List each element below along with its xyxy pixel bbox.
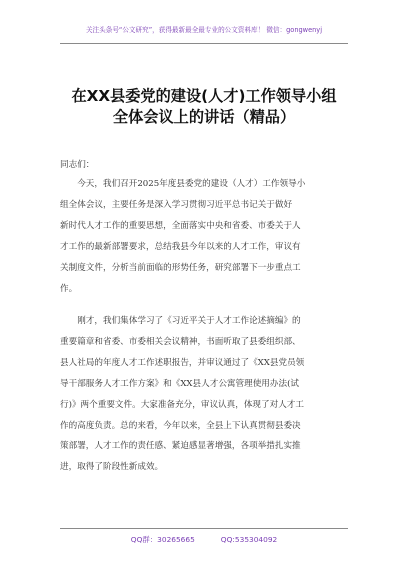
footer-note <box>0 534 408 545</box>
paragraph-line: 作。 <box>60 283 78 294</box>
paragraph-line: 新时代人才工作的重要思想，全面落实中央和省委、市委关于人 <box>60 220 301 231</box>
paragraph-line: 导干部服务人才工作方案》和《XX县人才公寓管理使用办法(试 <box>60 378 300 389</box>
qq-group-label: QQ群：30265665 <box>130 535 195 544</box>
paragraph-line: 刚才，我们集体学习了《习近平关于人才工作论述摘编》的 <box>77 316 301 326</box>
paragraph-2 <box>60 311 360 478</box>
salutation: 同志们： <box>60 160 95 170</box>
paragraph-line: 策部署，人才工作的责任感、紧迫感显著增强，各项举措扎实推 <box>60 441 301 452</box>
paragraph-line: 重要篇章和省委、市委相关会议精神，书面听取了县委组织部、 <box>60 336 301 347</box>
paragraph-line: 关制度文件，分析当前面临的形势任务，研究部署下一步重点工 <box>60 262 301 273</box>
paragraph-line: 组全体会议，主要任务是深入学习贯彻习近平总书记关于做好 <box>60 199 293 210</box>
paragraph-line: 今天，我们召开2025年度县委党的建设（人才）工作领导小 <box>77 179 306 189</box>
paragraph-line: 进，取得了阶段性新成效。 <box>60 462 164 473</box>
paragraph-line: 县人社局的年度人才工作述职报告，并审议通过了《XX县党员领 <box>60 357 305 368</box>
paragraph-line: 才工作的最新部署要求，总结我县今年以来的人才工作，审议有 <box>60 241 301 252</box>
title-line-2: 全体会议上的讲话（精品） <box>112 108 296 126</box>
paragraph-line: 行)》两个重要文件。大家准备充分，审议认真，体现了对人才工 <box>60 399 304 410</box>
title-line-1: 在XX县委党的建设(人才)工作领导小组 <box>71 87 337 105</box>
header-note: 关注头条号“公文研究”，获得最新最全最专业的公文资料库！ 微信：gongwenyj <box>85 26 323 34</box>
document-title <box>30 86 378 128</box>
paragraph-1 <box>60 174 360 299</box>
paragraph-line: 作的高度负责。总的来看，今年以来，全县上下认真贯彻县委决 <box>60 420 301 431</box>
qq-label: QQ:535304092 <box>220 535 278 544</box>
header-divider <box>60 43 348 44</box>
footer-divider <box>60 528 348 529</box>
